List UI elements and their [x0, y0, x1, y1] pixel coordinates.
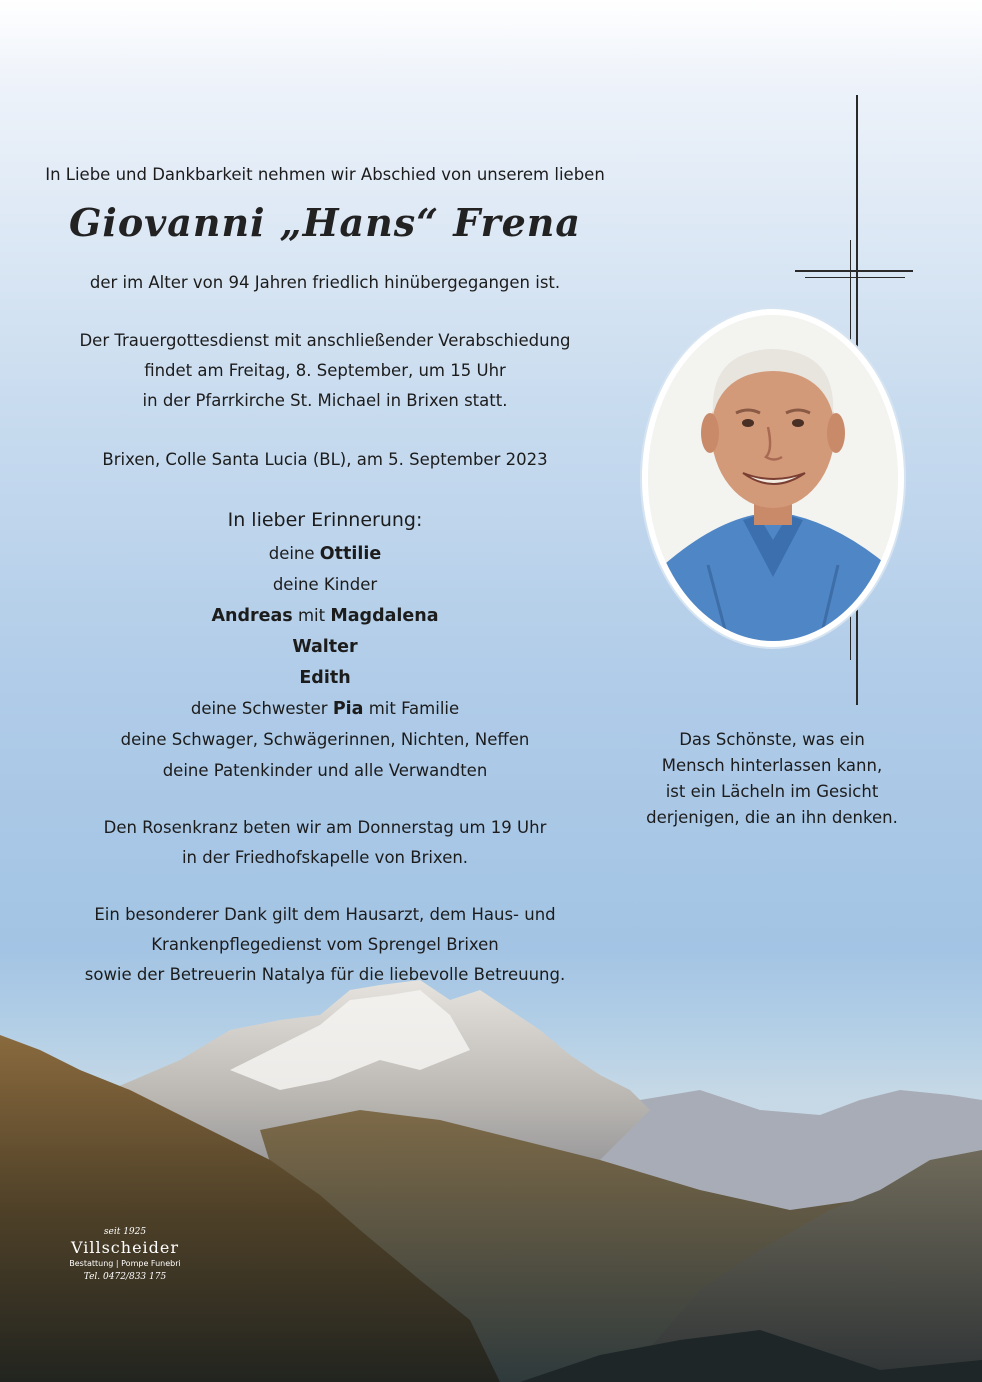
service-line: in der Pfarrkirche St. Michael in Brixen statt.: [142, 391, 508, 410]
deceased-name: Giovanni „Hans“ Frena: [68, 200, 582, 245]
memory-heading: In lieber Erinnerung:: [227, 509, 423, 531]
age-line: der im Alter von 94 Jahren friedlich hinübergegangen ist.: [89, 273, 561, 292]
logo-subtitle: Bestattung | Pompe Funebri: [69, 1259, 181, 1268]
portrait-photo: [648, 315, 898, 641]
portrait-frame: [642, 309, 904, 647]
mountain-landscape: [0, 960, 982, 1382]
funeral-service-info: [0, 326, 650, 416]
family-line-in-laws: deine Schwager, Schwägerinnen, Nichten, Neffen: [120, 730, 530, 749]
place-and-date: Brixen, Colle Santa Lucia (BL), am 5. September 2023: [102, 450, 548, 469]
quote-line: ist ein Lächeln im Gesicht: [665, 782, 879, 801]
logo-phone: Tel. 0472/833 175: [83, 1272, 167, 1282]
family-line-wife: deine Ottilie: [268, 544, 382, 564]
wife-name: Ottilie: [319, 544, 382, 564]
memorial-quote: [612, 727, 932, 831]
family-line-child: Andreas mit Magdalena: [211, 606, 439, 626]
thanks-section: [0, 900, 650, 990]
service-line: Der Trauergottesdienst mit anschließender Verabschiedung: [79, 331, 571, 350]
logo-since: seit 1925: [103, 1227, 147, 1237]
family-line-relatives: deine Patenkinder und alle Verwandten: [162, 761, 488, 780]
rosary-line: Den Rosenkranz beten wir am Donnerstag um 19 Uhr: [103, 818, 547, 837]
cross-horizontal-bar: [795, 270, 913, 272]
rosary-line: in der Friedhofskapelle von Brixen.: [181, 848, 469, 867]
thanks-line: Ein besonderer Dank gilt dem Hausarzt, dem Haus- und: [94, 905, 556, 924]
quote-line: Mensch hinterlassen kann,: [661, 756, 883, 775]
funeral-home-logo: [50, 1226, 200, 1284]
rosary-info: [0, 813, 650, 873]
logo-brand: Villscheider: [70, 1238, 180, 1257]
portrait-illustration: [648, 315, 898, 641]
thanks-line: Krankenpflegedienst vom Sprengel Brixen: [151, 935, 499, 954]
cross-horizontal-thin-bar: [805, 277, 905, 278]
family-line-child: Walter: [292, 637, 358, 657]
family-line-child: Edith: [299, 668, 351, 688]
service-line: findet am Freitag, 8. September, um 15 Uhr: [144, 361, 506, 380]
quote-line: Das Schönste, was ein: [679, 730, 865, 749]
intro-line: In Liebe und Dankbarkeit nehmen wir Abschied von unserem lieben: [45, 165, 605, 184]
family-line-children-heading: deine Kinder: [272, 575, 378, 594]
quote-line: derjenigen, die an ihn denken.: [646, 808, 898, 827]
family-line-sister: deine Schwester Pia mit Familie: [190, 699, 460, 719]
family-list: [0, 538, 650, 786]
thanks-line: sowie der Betreuerin Natalya für die liebevolle Betreuung.: [84, 965, 566, 984]
